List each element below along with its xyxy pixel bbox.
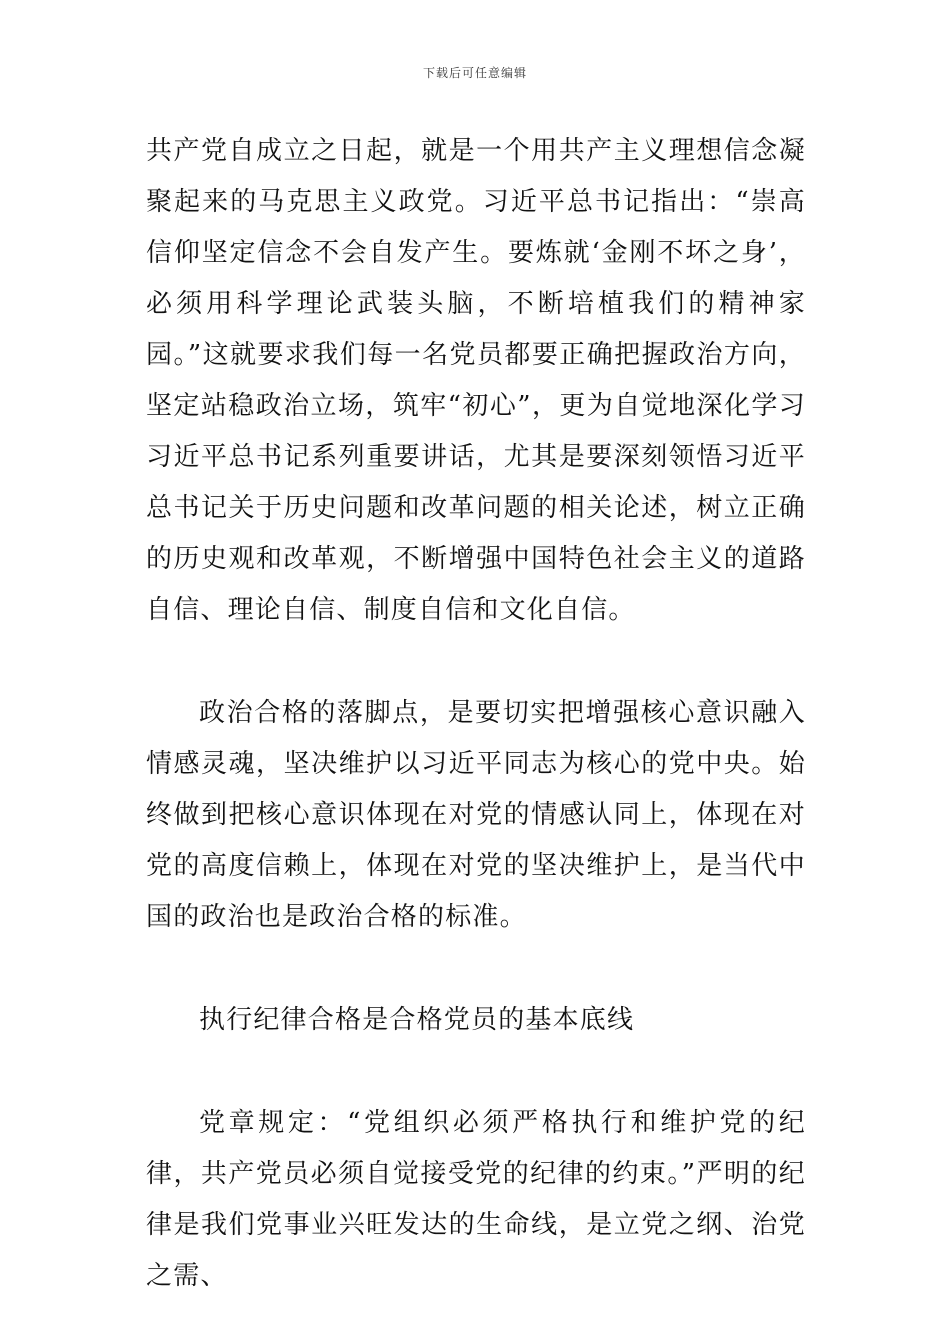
paragraph-2: 政治合格的落脚点，是要切实把增强核心意识融入情感灵魂，坚决维护以习近平同志为核心的党中央。始终做到把核心意识体现在对党的情感认同上，体现在对党的高度信赖上，体现在对党的坚决维护上，是当代中国的政治也是政治合格的标准。 — [146, 698, 806, 932]
paragraph-gap — [146, 1046, 806, 1098]
page-header: 下载后可任意编辑 — [422, 66, 527, 80]
paragraph-gap — [146, 636, 806, 688]
paragraph-1: 共产党自成立之日起，就是一个用共产主义理想信念凝聚起来的马克思主义政党。习近平总书记指出：“崇高信仰坚定信念不会自发产生。要炼就‘金刚不坏之身’，必须用科学理论武装头脑，不断培植我们的精神家园。”这就要求我们每一名党员都要正确把握政治方向，坚定站稳政治立场，筑牢“初心”，更为自觉地深化学习习近平总书记系列重要讲话，尤其是要深刻领悟习近平总书记关于历史问题和改革问题的相关论述，树立正确的历史观和改革观，不断增强中国特色社会主义的道路自信、理论自信、制度自信和文化自信。 — [146, 136, 806, 625]
paragraph-gap — [146, 943, 806, 995]
document-body — [146, 126, 806, 1302]
section-heading: 执行纪律合格是合格党员的基本底线 — [199, 1005, 635, 1035]
paragraph-3: 党章规定：“党组织必须严格执行和维护党的纪律，共产党员必须自觉接受党的纪律的约束。”严明的纪律是我们党事业兴旺发达的生命线，是立党之纲、治党之需、 — [146, 1108, 806, 1291]
